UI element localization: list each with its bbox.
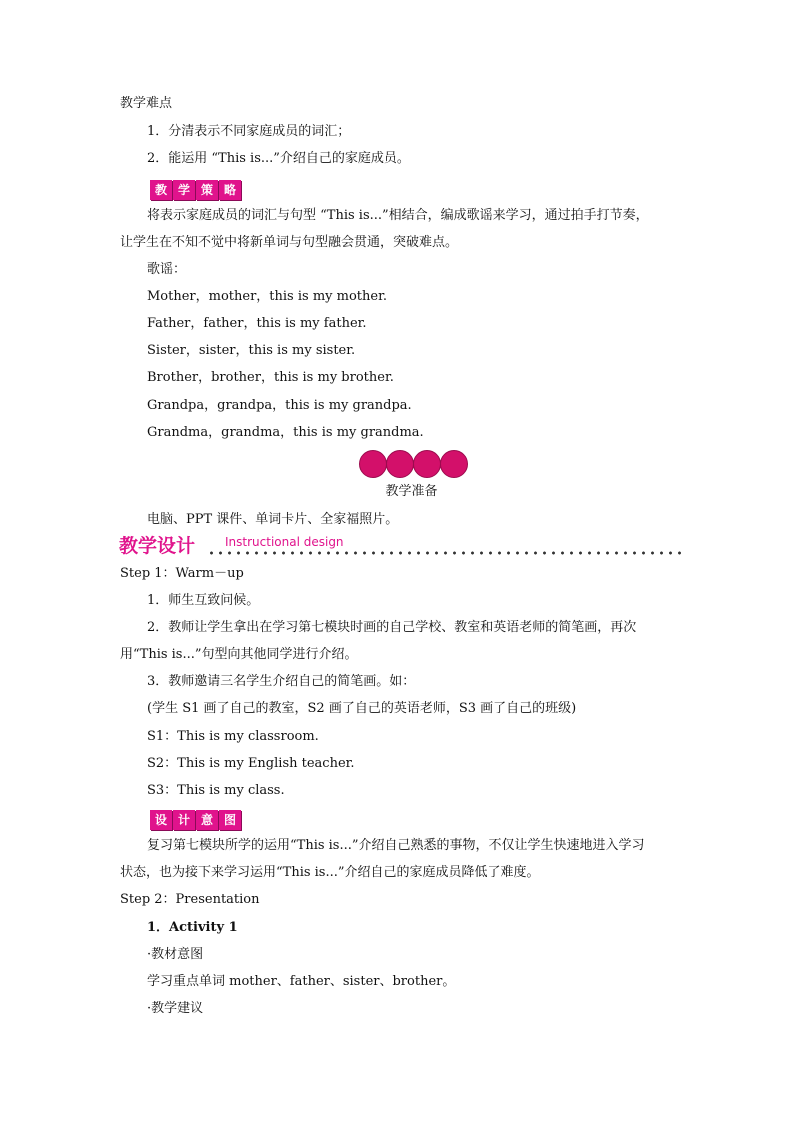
intent-line-2: 状态，也为接下来学习运用“This is...”介绍自己的家庭成员降低了难度。 <box>120 865 540 880</box>
strategy-tag-char: 教 <box>150 180 172 200</box>
step2-heading: Step 2：Presentation <box>120 892 260 907</box>
design-title-cn: 教学设计 <box>119 535 196 557</box>
song-line: Father，father，this is my father. <box>147 316 367 331</box>
dialog-line: S1：This is my classroom. <box>147 729 319 744</box>
step1-item-2-line-1: 2．教师让学生拿出在学习第七模块时画的自己学校、教室和英语老师的简笔画，再次 <box>147 620 637 635</box>
activity-heading: 1．Activity 1 <box>147 920 238 935</box>
song-line: Sister，sister，this is my sister. <box>147 343 356 358</box>
preparation-content: 电脑、PPT 课件、单词卡片、全家福照片。 <box>147 512 399 527</box>
intent-tag-char: 计 <box>173 810 195 830</box>
strategy-tag-char: 学 <box>173 180 195 200</box>
circle-icon <box>413 450 441 478</box>
song-line: Grandpa，grandpa，this is my grandpa. <box>147 398 412 413</box>
dialog-line: S2：This is my English teacher. <box>147 756 355 771</box>
step1-heading: Step 1：Warm－up <box>120 566 244 581</box>
difficulty-heading: 教学难点 <box>120 96 173 111</box>
circle-icon <box>359 450 387 478</box>
strategy-paragraph-line-1: 将表示家庭成员的词汇与句型 “This is...”相结合，编成歌谣来学习，通过拍手打节奏， <box>147 208 649 223</box>
decorative-circles <box>359 450 467 478</box>
song-line: Grandma，grandma，this is my grandma. <box>147 425 424 440</box>
step1-note: (学生 S1 画了自己的教室，S2 画了自己的英语老师，S3 画了自己的班级) <box>147 701 577 716</box>
suggestion-label: ·教学建议 <box>147 1001 204 1016</box>
intent-line-1: 复习第七模块所学的运用“This is...”介绍自己熟悉的事物，不仅让学生快速地进入学习 <box>147 838 645 853</box>
intent-tag-char: 图 <box>219 810 241 830</box>
step1-item-3: 3．教师邀请三名学生介绍自己的简笔画。如： <box>147 674 416 689</box>
intent-tag <box>150 810 241 830</box>
preparation-title: 教学准备 <box>385 484 438 499</box>
circle-icon <box>440 450 468 478</box>
design-title-en: Instructional design <box>225 535 344 549</box>
difficulty-item-1: 1．分清表示不同家庭成员的词汇； <box>147 124 351 139</box>
intent-tag-char: 意 <box>196 810 218 830</box>
song-line: Mother，mother，this is my mother. <box>147 289 387 304</box>
material-text: 学习重点单词 mother、father、sister、brother。 <box>147 974 456 989</box>
step1-item-2-line-2: 用“This is...”句型向其他同学进行介绍。 <box>120 647 358 662</box>
song-label: 歌谣： <box>147 262 187 277</box>
strategy-tag-char: 略 <box>219 180 241 200</box>
strategy-tag <box>150 180 241 200</box>
strategy-paragraph-line-2: 让学生在不知不觉中将新单词与句型融会贯通，突破难点。 <box>120 235 459 250</box>
dialog-line: S3：This is my class. <box>147 783 285 798</box>
strategy-tag-char: 策 <box>196 180 218 200</box>
song-line: Brother，brother，this is my brother. <box>147 370 394 385</box>
design-header <box>119 533 684 559</box>
intent-tag-char: 设 <box>150 810 172 830</box>
circle-icon <box>386 450 414 478</box>
material-label: ·教材意图 <box>147 947 204 962</box>
step1-item-1: 1．师生互致问候。 <box>147 593 260 608</box>
difficulty-item-2: 2．能运用 “This is...”介绍自己的家庭成员。 <box>147 151 410 166</box>
dotted-rule <box>207 551 683 555</box>
